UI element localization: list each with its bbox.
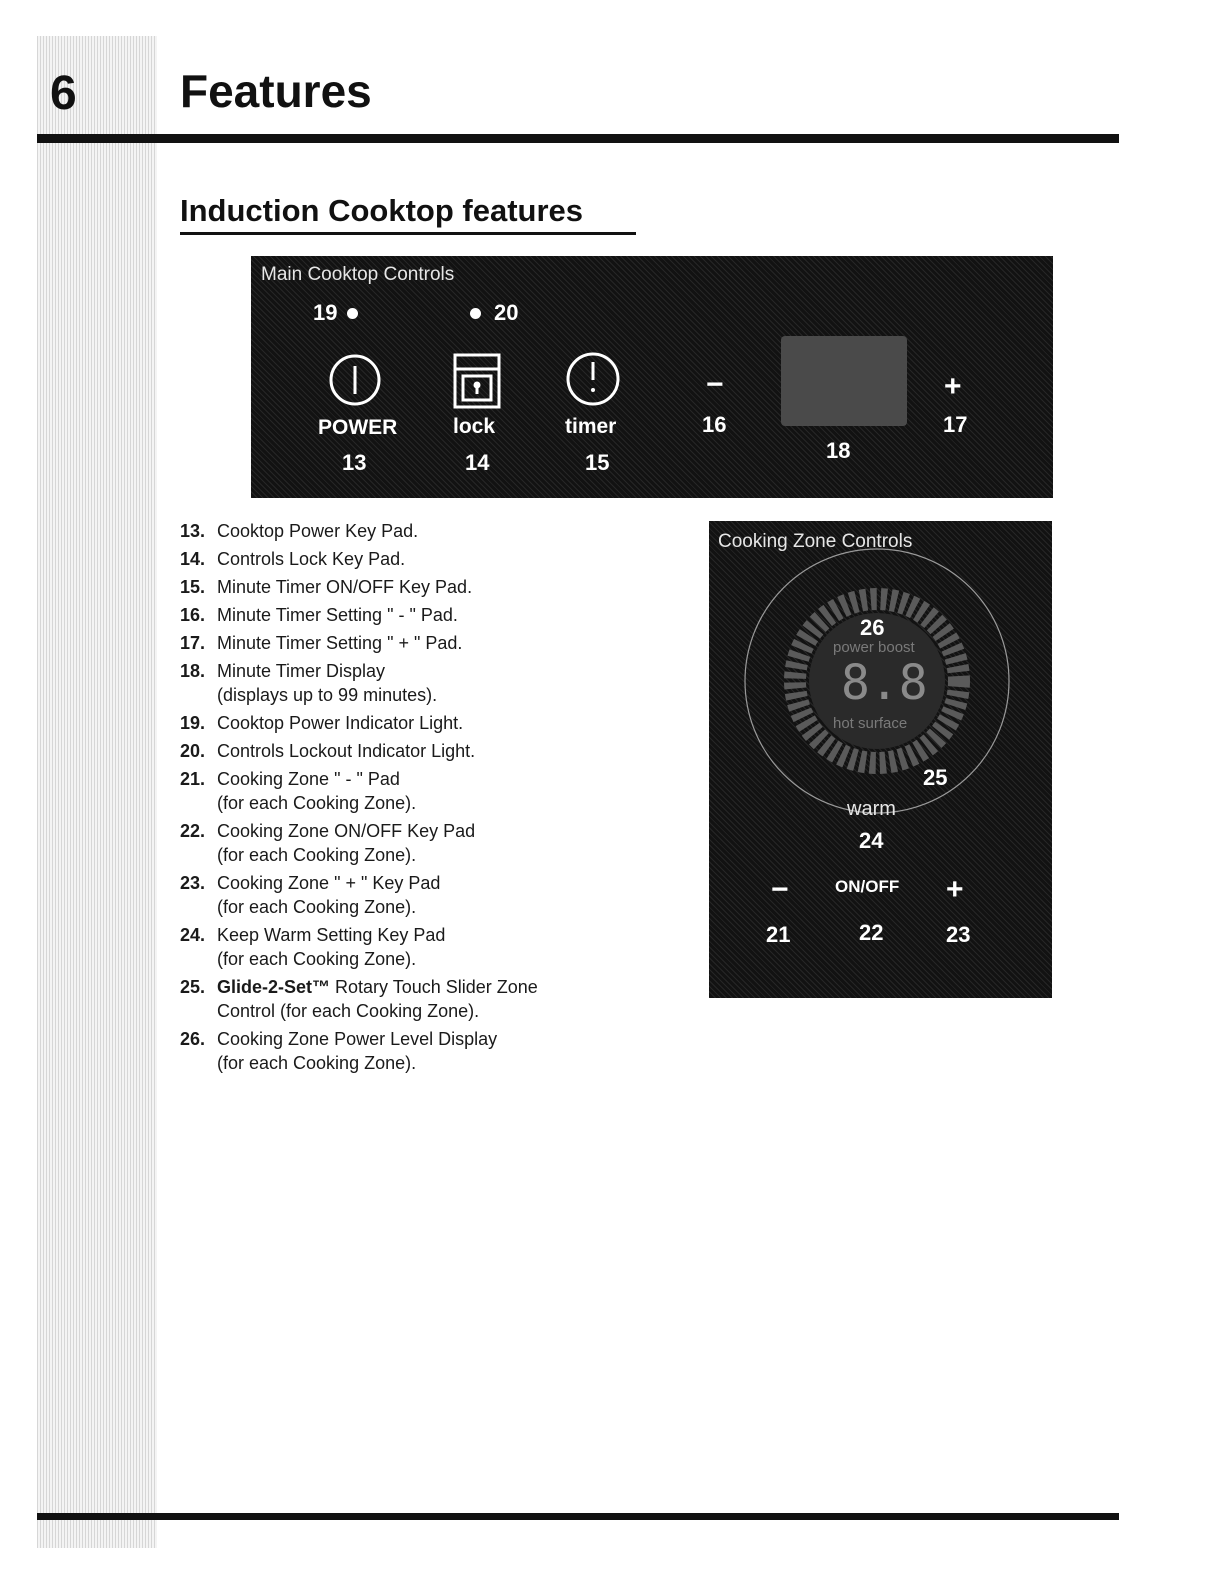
list-item: 25. Glide-2-Set™ Rotary Touch Slider Zone Control (for each Cooking Zone). xyxy=(180,977,538,1021)
zone-plus-pad[interactable]: + xyxy=(946,873,964,906)
power-key-label: POWER xyxy=(318,416,398,439)
list-item: 19. Cooktop Power Indicator Light. xyxy=(180,713,464,733)
keep-warm-number: 24 xyxy=(859,828,884,853)
lockout-indicator-light xyxy=(470,308,481,319)
lock-icon[interactable] xyxy=(452,352,502,410)
timer-plus-pad[interactable]: + xyxy=(944,370,962,403)
list-item: 18. Minute Timer Display (displays up to 99 minutes). xyxy=(180,661,438,705)
keep-warm-pad[interactable]: warm xyxy=(847,798,896,820)
bottom-rule xyxy=(37,1513,1119,1520)
section-underline xyxy=(180,232,636,235)
zone-onoff-number: 22 xyxy=(859,920,884,945)
timer-minus-number: 16 xyxy=(702,412,727,437)
lock-key-label: lock xyxy=(453,415,496,438)
power-icon[interactable] xyxy=(327,352,383,408)
list-item: 26. Cooking Zone Power Level Display (for each Cooking Zone). xyxy=(180,1029,498,1073)
timer-plus-number: 17 xyxy=(943,412,968,437)
list-item: 13. Cooktop Power Key Pad. xyxy=(180,521,419,541)
timer-key-label: timer xyxy=(565,415,617,438)
zone-onoff-pad[interactable]: ON/OFF xyxy=(835,877,900,896)
power-indicator-light xyxy=(347,308,358,319)
chapter-sidebar xyxy=(37,36,157,1548)
zone-panel-title: Cooking Zone Controls xyxy=(718,531,913,552)
power-level-digits: 8.8 xyxy=(841,655,928,711)
zone-minus-pad[interactable]: − xyxy=(771,873,789,906)
chapter-number: 6 xyxy=(50,67,77,120)
list-item: 14. Controls Lock Key Pad. xyxy=(180,549,406,569)
lock-key-number: 14 xyxy=(465,450,490,475)
chapter-title: Features xyxy=(180,65,372,117)
timer-icon[interactable] xyxy=(564,350,622,408)
list-item: 21. Cooking Zone " - " Pad (for each Cooking Zone). xyxy=(180,769,417,813)
power-key-number: 13 xyxy=(342,450,367,475)
list-item: 20. Controls Lockout Indicator Light. xyxy=(180,741,476,761)
section-title: Induction Cooktop features xyxy=(180,193,583,228)
power-level-display-number: 26 xyxy=(860,615,885,640)
list-item: 23. Cooking Zone " + " Key Pad (for each Cooking Zone). xyxy=(180,873,441,917)
zone-plus-number: 23 xyxy=(946,922,971,947)
main-panel-title: Main Cooktop Controls xyxy=(261,264,455,285)
minute-timer-display xyxy=(781,336,907,426)
cooking-zone-controls-panel xyxy=(709,521,1052,998)
feature-legend-list xyxy=(180,519,640,1079)
timer-minus-pad[interactable]: − xyxy=(706,368,724,401)
lockout-light-number: 20 xyxy=(494,300,519,325)
list-item: 17. Minute Timer Setting " + " Pad. xyxy=(180,633,463,653)
zone-minus-number: 21 xyxy=(766,922,791,947)
hot-surface-label: hot surface xyxy=(833,715,908,732)
timer-display-number: 18 xyxy=(826,438,851,463)
power-light-number: 19 xyxy=(313,300,338,325)
list-item: 24. Keep Warm Setting Key Pad (for each Cooking Zone). xyxy=(180,925,446,969)
list-item: 22. Cooking Zone ON/OFF Key Pad (for each Cooking Zone). xyxy=(180,821,476,865)
main-cooktop-controls-panel xyxy=(251,256,1053,498)
timer-key-number: 15 xyxy=(585,450,610,475)
top-rule xyxy=(37,134,1119,143)
list-item: 15. Minute Timer ON/OFF Key Pad. xyxy=(180,577,473,597)
list-item: 16. Minute Timer Setting " - " Pad. xyxy=(180,605,458,625)
slider-zone-number: 25 xyxy=(923,765,948,790)
power-boost-label: power boost xyxy=(833,639,915,656)
